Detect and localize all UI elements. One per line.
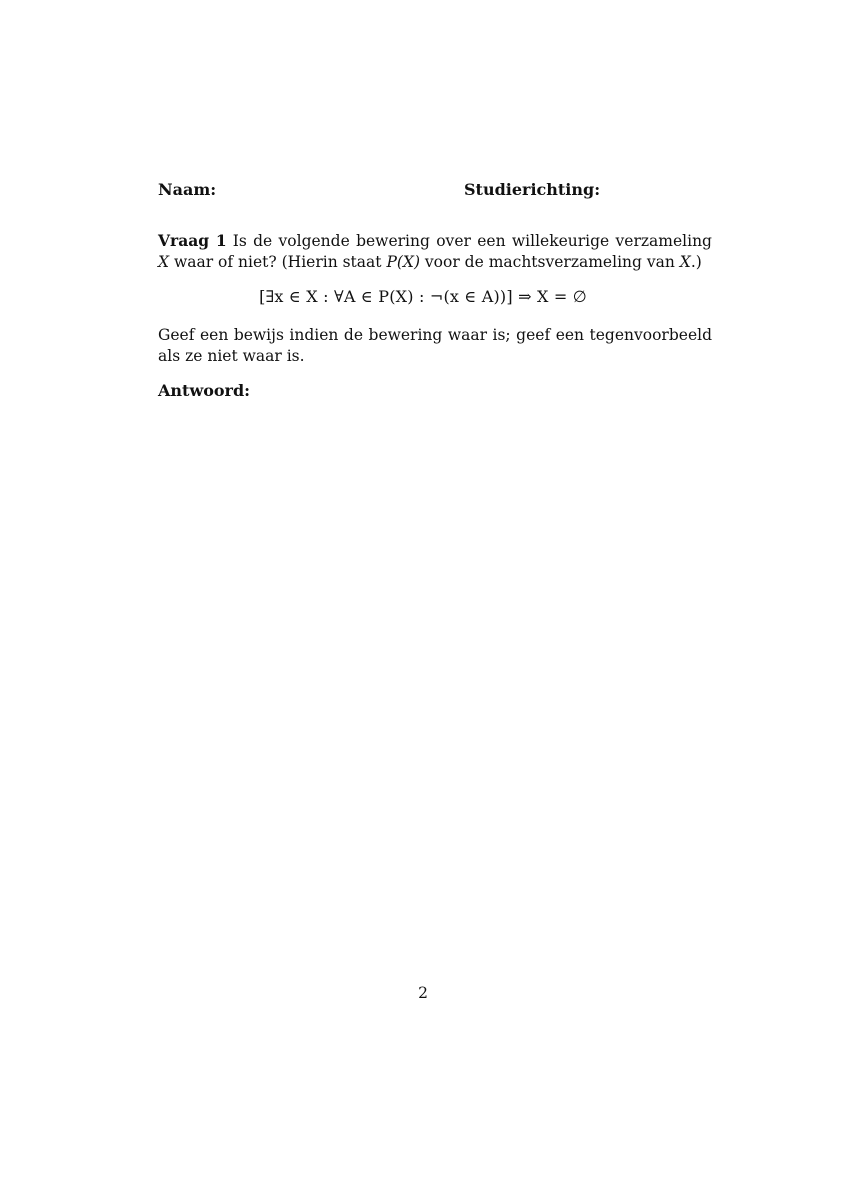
name-label: Naam: — [158, 180, 217, 199]
question-1 — [158, 230, 712, 273]
question-text-part3: voor de machtsverzameling van — [420, 253, 680, 271]
study-program-label: Studierichting: — [464, 180, 601, 199]
formula: [∃x ∈ X : ∀A ∈ P(X) : ¬(x ∈ A))] ⇒ X = ∅ — [259, 287, 587, 306]
question-text-part2: waar of niet? (Hierin staat — [169, 253, 387, 271]
question-text-part4: .) — [690, 253, 702, 271]
question-var-x2: X — [679, 253, 691, 271]
page-number: 2 — [418, 984, 428, 1002]
answer-area[interactable] — [158, 410, 712, 970]
answer-label: Antwoord: — [158, 381, 251, 400]
question-label: Vraag 1 — [158, 231, 227, 250]
instruction-text: Geef een bewijs indien de bewering waar is; geef een tegenvoorbeeld als ze niet waar is. — [158, 326, 712, 365]
question-power-set: P(X) — [386, 253, 420, 271]
question-text-part1: Is de volgende bewering over een willekeurige verzameling — [232, 232, 712, 250]
question-var-x: X — [158, 253, 170, 271]
